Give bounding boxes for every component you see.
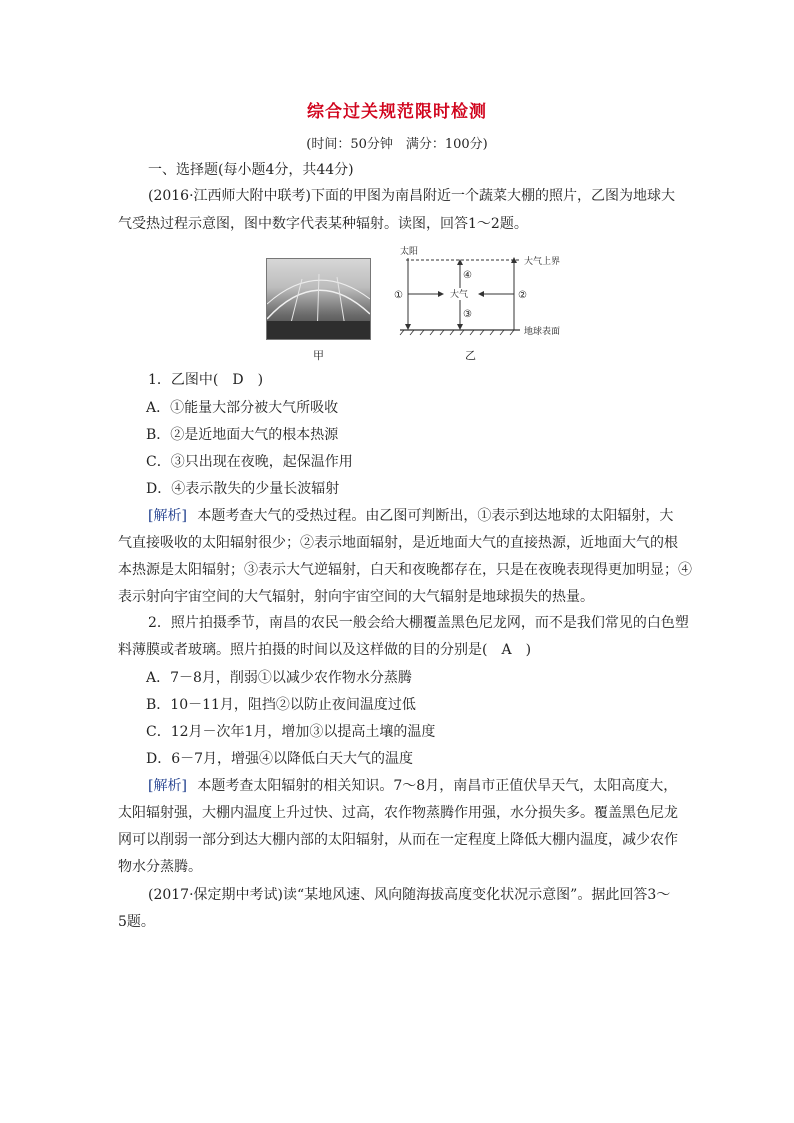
ground-hatching	[400, 330, 514, 335]
label-1: ①	[394, 290, 403, 301]
q2-analysis-text-1: 本题考查太阳辐射的相关知识。7～8月，南昌市正值伏旱天气，太阳高度大，	[197, 778, 678, 794]
q1-analysis-line-1	[148, 508, 673, 524]
top-boundary-label: 大气上界	[524, 257, 561, 267]
intro1-line-1: (2016·江西师大附中联考)下面的甲图为南昌附近一个蔬菜大棚的照片，乙图为地球大	[148, 188, 676, 204]
ground-surface-label: 地球表面	[524, 327, 561, 337]
q2-option-b: B．10－11月，阻挡②以防止夜间温度过低	[146, 697, 416, 713]
q1-option-a: A．①能量大部分被大气所吸收	[146, 400, 339, 416]
q2-option-c: C．12月－次年1月，增加③以提高土壤的温度	[146, 724, 436, 740]
label-3: ③	[463, 309, 472, 320]
q2-analysis-line-2: 太阳辐射强，大棚内温度上升过快、过高，农作物蒸腾作用强，水分损失多。覆盖黑色尼龙	[118, 805, 678, 821]
q1-analysis-text-1: 本题考查大气的受热过程。由乙图可判断出，①表示到达地球的太阳辐射，大	[197, 508, 674, 524]
intro1-line-2: 气受热过程示意图，图中数字代表某种辐射。读图，回答1～2题。	[118, 216, 528, 232]
atmosphere-heating-diagram	[390, 244, 600, 344]
photo-caption: 甲	[313, 349, 324, 362]
q2-stem-line-1: 2．照片拍摄季节，南昌的农民一般会给大棚覆盖黑色尼龙网，而不是我们常见的白色塑	[148, 615, 689, 631]
intro2-line-2: 5题。	[118, 914, 155, 930]
q1-analysis-line-4: 表示射向宇宙空间的大气辐射，射向宇宙空间的大气辐射是地球损失的热量。	[118, 589, 594, 605]
q2-analysis-line-3: 网可以削弱一部分到达大棚内部的太阳辐射，从而在一定程度上降低大棚内温度，减少农作	[118, 832, 678, 848]
time-score-note: (时间：50分钟 满分：100分)	[306, 137, 488, 152]
q1-option-d: D．④表示散失的少量长波辐射	[146, 481, 340, 497]
greenhouse-photo-drawing	[267, 259, 370, 339]
label-2: ②	[518, 290, 527, 301]
q2-analysis-line-1	[148, 778, 677, 794]
intro2-line-1: (2017·保定期中考试)读“某地风速、风向随海拔高度变化状况示意图”。据此回答3～	[148, 887, 671, 903]
sun-label: 太阳	[400, 247, 419, 257]
label-4: ④	[463, 270, 472, 281]
q2-stem-line-2: 料薄膜或者玻璃。照片拍摄的时间以及这样做的目的分别是( A )	[118, 642, 532, 658]
q1-option-b: B．②是近地面大气的根本热源	[146, 427, 339, 443]
atmosphere-label: 大气	[450, 290, 469, 300]
q2-option-a: A．7－8月，削弱①以减少农作物水分蒸腾	[146, 670, 412, 686]
greenhouse-photo	[266, 258, 371, 340]
q1-option-c: C．③只出现在夜晚，起保温作用	[146, 454, 353, 470]
q2-analysis-line-4: 物水分蒸腾。	[118, 859, 202, 875]
q1-analysis-tag: [解析]	[148, 508, 187, 524]
q1-stem: 1．乙图中( D )	[148, 372, 264, 388]
page-title: 综合过关规范限时检测	[307, 102, 487, 122]
section-heading: 一、选择题(每小题4分，共44分)	[148, 162, 354, 178]
q2-option-d: D．6－7月，增强④以降低白天大气的温度	[146, 751, 414, 767]
q2-analysis-tag: [解析]	[148, 778, 187, 794]
diagram-caption: 乙	[465, 349, 476, 362]
q1-analysis-line-3: 本热源是太阳辐射；③表示大气逆辐射，白天和夜晚都存在，只是在夜晚表现得更加明显；④	[118, 562, 692, 578]
q1-analysis-line-2: 气直接吸收的太阳辐射很少；②表示地面辐射，是近地面大气的直接热源，近地面大气的根	[118, 535, 678, 551]
